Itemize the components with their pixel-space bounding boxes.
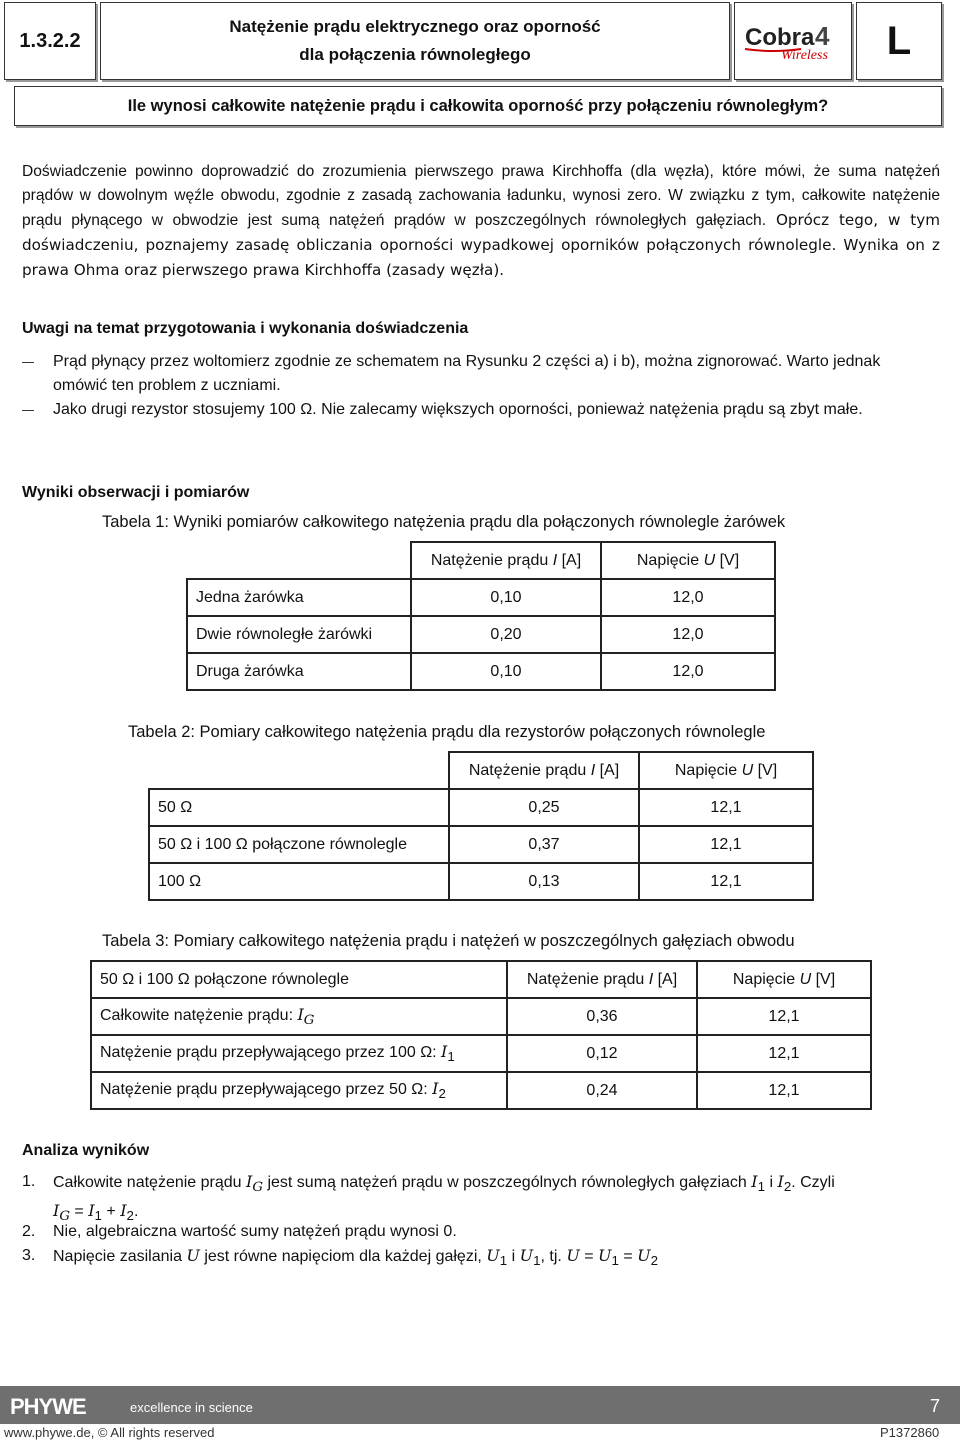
current-value: 0,36	[507, 998, 697, 1035]
table3-caption: Tabela 3: Pomiary całkowitego natężenia prądu i natężeń w poszczególnych gałęziach obwodu	[102, 932, 795, 950]
table2-caption: Tabela 2: Pomiary całkowitego natężenia prądu dla rezystorów połączonych równolegle	[128, 723, 766, 741]
cobra4-logo-graphic	[743, 19, 843, 63]
table-row	[91, 1035, 871, 1072]
row-label: Natężenie prądu przepływającego przez 50 Ω: $I_2$	[91, 1072, 507, 1109]
analysis-item-2: Nie, algebraiczna wartość sumy natężeń prądu wynosi 0.	[53, 1223, 457, 1240]
section-number: 1.3.2.2	[4, 2, 96, 80]
footer-website: www.phywe.de, © All rights reserved	[4, 1425, 215, 1440]
table-row	[149, 826, 813, 863]
table-row	[149, 789, 813, 826]
current-value: 0,13	[449, 863, 639, 900]
empty-cell	[187, 542, 411, 579]
header-circuit: 50 Ω i 100 Ω połączone równolegle	[91, 961, 507, 998]
voltage-value: 12,0	[601, 579, 775, 616]
voltage-value: 12,0	[601, 653, 775, 690]
voltage-value: 12,1	[697, 1072, 871, 1109]
current-value: 0,12	[507, 1035, 697, 1072]
footer-slogan: excellence in science	[130, 1400, 253, 1415]
bullet-dash	[22, 410, 34, 411]
page-title	[100, 2, 730, 80]
voltage-value: 12,1	[639, 826, 813, 863]
footer-code: P1372860	[880, 1425, 940, 1440]
current-value: 0,20	[411, 616, 601, 653]
table1	[186, 541, 776, 691]
table-row	[187, 579, 775, 616]
intro-part-2: W związku z tym, całkowite natężenie prądu płynącego w obwodzie jest sumą natężeń prądów w poszczególnych równoległych gałęziach.	[22, 187, 941, 229]
question-banner: Ile wynosi całkowite natężenie prądu i całkowita oporność przy połączeniu równoległym?	[14, 86, 942, 126]
current-value: 0,25	[449, 789, 639, 826]
analysis-number-3: 3.	[22, 1247, 36, 1264]
row-label: Jedna żarówka	[187, 579, 411, 616]
bullet-dash	[22, 362, 34, 363]
notes-bullet-2: Jako drugi rezystor stosujemy 100 Ω. Nie zalecamy większych oporności, ponieważ natężenia prądu są zbyt małe.	[53, 401, 863, 418]
table-header-row	[91, 961, 871, 998]
current-value: 0,37	[449, 826, 639, 863]
title-line-2: dla połączenia równoległego	[299, 45, 531, 64]
phywe-logo: PHYWE	[10, 1394, 86, 1419]
voltage-value: 12,1	[639, 863, 813, 900]
voltage-value: 12,1	[697, 1035, 871, 1072]
analysis-item-3: Napięcie zasilania U jest równe napięciom dla każdej gałęzi, $U_1$ i $U_1$, tj. $U = U_1 = U_2$	[53, 1246, 659, 1269]
table1-caption: Tabela 1: Wyniki pomiarów całkowitego natężenia prądu dla połączonych równolegle żarówek	[102, 513, 786, 531]
analysis-number-2: 2.	[22, 1223, 36, 1240]
table-row	[187, 653, 775, 690]
table-header-row	[149, 752, 813, 789]
intro-part-1: Doświadczenie powinno doprowadzić do zrozumienia pierwszego prawa Kirchhoffa (dla węzła), które mówi, że suma natężeń prądów w dowolnym węźle obwodu, zgodnie z zasadą zachowania ładunku, wynosi zero.	[22, 163, 940, 204]
row-label: Dwie równoległe żarówki	[187, 616, 411, 653]
intro-part-3: Oprócz tego, w tym doświadczeniu, poznajemy zasadę obliczania oporności wypadkowej oporników połączonych równolegle. Wynika on z prawa Ohma oraz pierwszego prawa Kirchhoffa (zasady węzła).	[22, 211, 940, 279]
voltage-value: 12,0	[601, 616, 775, 653]
row-label: 50 Ω	[149, 789, 449, 826]
cobra4-logo	[734, 2, 852, 80]
voltage-value: 12,1	[639, 789, 813, 826]
svg-text:Wireless: Wireless	[781, 48, 828, 63]
results-heading: Wyniki obserwacji i pomiarów	[22, 484, 250, 501]
table-row	[187, 616, 775, 653]
table-row	[91, 998, 871, 1035]
table-row	[149, 863, 813, 900]
current-value: 0,24	[507, 1072, 697, 1109]
header-current: Natężenie prądu I [A]	[507, 961, 697, 998]
analysis-heading: Analiza wyników	[22, 1142, 150, 1159]
analysis-number-1: 1.	[22, 1173, 36, 1190]
level-badge: L	[856, 2, 942, 80]
svg-text:Cobra: Cobra	[745, 24, 815, 51]
table2	[148, 751, 814, 901]
row-label: 100 Ω	[149, 863, 449, 900]
voltage-value: 12,1	[697, 998, 871, 1035]
empty-cell	[149, 752, 449, 789]
table-row	[91, 1072, 871, 1109]
table3	[90, 960, 872, 1110]
current-value: 0,10	[411, 579, 601, 616]
header-current: Natężenie prądu I [A]	[449, 752, 639, 789]
row-label: Natężenie prądu przepływającego przez 100 Ω: $I_1$	[91, 1035, 507, 1072]
notes-heading: Uwagi na temat przygotowania i wykonania doświadczenia	[22, 320, 469, 337]
notes-bullet-1: Prąd płynący przez woltomierz zgodnie ze schematem na Rysunku 2 części a) i b), można zignorować. Warto jednak omówić ten problem z uczniami.	[53, 353, 881, 394]
title-line-1: Natężenie prądu elektrycznego oraz oporność	[229, 17, 601, 36]
header-voltage: Napięcie U [V]	[697, 961, 871, 998]
table-header-row	[187, 542, 775, 579]
header-current: Natężenie prądu I [A]	[411, 542, 601, 579]
row-label: 50 Ω i 100 Ω połączone równolegle	[149, 826, 449, 863]
row-label: Druga żarówka	[187, 653, 411, 690]
header-voltage: Napięcie U [V]	[601, 542, 775, 579]
current-value: 0,10	[411, 653, 601, 690]
row-label: Całkowite natężenie prądu: $I_G$	[91, 998, 507, 1035]
header-voltage: Napięcie U [V]	[639, 752, 813, 789]
svg-text:4: 4	[815, 21, 830, 51]
intro-paragraph	[22, 160, 940, 283]
analysis-item-1: Całkowite natężenie prądu $I_G$ jest sumą natężeń prądu w poszczególnych równoległych gałęziach $I_1$ i $I_2$. Czyli $I_G = I_1 + I_2$.	[53, 1172, 835, 1225]
page-number: 7	[930, 1396, 941, 1416]
